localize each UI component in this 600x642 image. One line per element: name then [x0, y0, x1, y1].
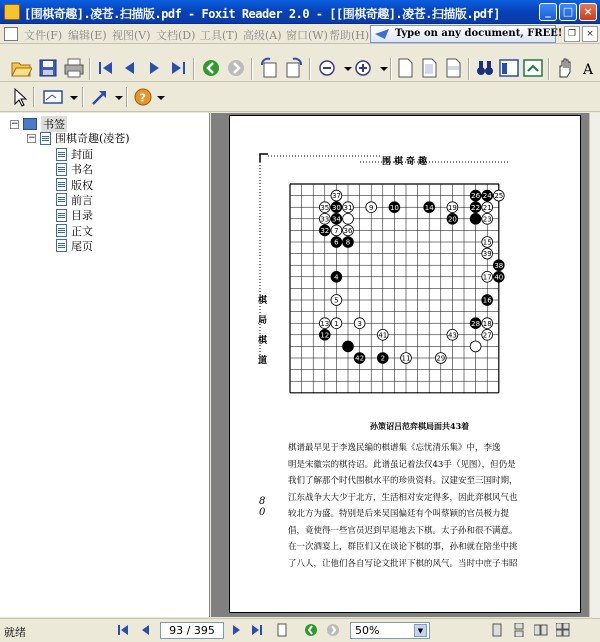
go-stone-number: 1: [334, 319, 339, 328]
go-stone: [470, 202, 481, 213]
go-stone: [470, 190, 481, 201]
go-stone: [482, 329, 493, 340]
status-previous-page-icon[interactable]: [138, 623, 152, 637]
go-stone-number: 6: [334, 238, 339, 247]
single-page-view-icon[interactable]: [498, 57, 520, 79]
go-stone-number: 7: [334, 227, 339, 235]
go-stone-number: 42: [355, 354, 365, 363]
actual-size-icon[interactable]: [394, 57, 416, 79]
go-stone-number: 10: [389, 203, 399, 212]
go-stone-number: 33: [320, 215, 330, 224]
text-select-icon[interactable]: [579, 57, 600, 79]
maximize-button[interactable]: □: [559, 3, 577, 21]
go-stone: [354, 353, 365, 364]
toolbar-separator: [126, 87, 128, 107]
go-stone: [319, 202, 330, 213]
menu-edit[interactable]: 编辑(E): [68, 29, 107, 42]
bookmark-item[interactable]: [56, 207, 93, 223]
menu-document[interactable]: 文档(D): [156, 29, 196, 42]
status-back-icon[interactable]: [304, 623, 318, 637]
go-stone-number: 30: [331, 203, 341, 212]
document-viewer[interactable]: [211, 113, 589, 617]
rotate-right-icon[interactable]: [283, 57, 305, 79]
go-stone: [470, 213, 481, 224]
go-stone-number: 29: [436, 354, 446, 363]
go-stone-number: 14: [424, 203, 434, 212]
close-document-icon[interactable]: ×: [582, 26, 598, 42]
go-stone-number: 40: [494, 273, 504, 282]
bookmark-item-label: 封面: [71, 148, 93, 161]
go-stone-number: 8: [345, 238, 351, 247]
bookmark-page-icon: [56, 178, 67, 191]
go-stone: [401, 353, 412, 364]
bookmark-item-label: 尾页: [71, 239, 93, 253]
go-stone: [493, 260, 504, 271]
snapshot-tool-icon[interactable]: [42, 86, 64, 108]
go-stone: [331, 318, 342, 329]
fit-page-icon[interactable]: [418, 57, 440, 79]
bookmark-page-icon: [56, 193, 67, 206]
go-stone: [493, 190, 504, 201]
bookmarks-root-label: 书签: [43, 118, 65, 131]
go-stone: [331, 225, 342, 236]
go-stone-number: 35: [320, 203, 330, 212]
go-stone: [343, 225, 354, 236]
toolbar-separator: [309, 58, 311, 80]
go-stone: [482, 237, 493, 248]
go-stone: [343, 202, 354, 213]
go-stone: [482, 213, 493, 224]
chevron-down-icon[interactable]: ▼: [414, 624, 427, 637]
go-stone-number: 4: [334, 273, 339, 282]
go-stone: [319, 318, 330, 329]
go-stone-number: 15: [482, 238, 492, 247]
go-stone: [482, 271, 493, 282]
zoom-level-value: 50%: [355, 624, 380, 637]
bookmark-page-icon: [56, 239, 67, 252]
go-stone-number: 38: [494, 261, 504, 270]
toolbar-separator: [251, 58, 253, 80]
status-next-page-icon[interactable]: [230, 623, 244, 637]
pdf-page: [229, 115, 581, 613]
body-text-line: 江东战争大大少于北方，生活相对安定得多，因此弈棋风气也: [288, 492, 518, 503]
go-stone-number: 41: [378, 331, 388, 340]
bookmark-page-icon: [56, 224, 67, 237]
toolbar-separator: [468, 58, 470, 80]
bookmarks-panel: [0, 113, 210, 617]
go-stone: [319, 213, 330, 224]
go-stone: [331, 271, 342, 282]
bookmark-page-icon: [56, 148, 67, 161]
previous-page-icon[interactable]: [119, 57, 141, 79]
last-page-icon[interactable]: [167, 57, 189, 79]
go-stone-number: 26: [471, 192, 481, 201]
go-stone: [482, 202, 493, 213]
go-stone-number: 16: [482, 296, 492, 305]
collapse-icon[interactable]: −: [28, 132, 36, 143]
menu-help[interactable]: 帮助(H): [329, 29, 370, 42]
bookmark-item-label: 目录: [71, 209, 93, 223]
status-continuous-facing-layout-icon[interactable]: [556, 623, 570, 637]
go-stone-number: 21: [482, 203, 492, 212]
rotate-left-icon[interactable]: [258, 57, 280, 79]
menu-window[interactable]: 窗口(W): [286, 29, 328, 42]
go-stone: [331, 202, 342, 213]
bookmark-book-label: 围棋奇趣(凌苍): [55, 132, 130, 145]
status-facing-layout-icon[interactable]: [534, 623, 548, 637]
print-icon[interactable]: [63, 57, 85, 79]
menu-file[interactable]: 文件(F): [24, 29, 63, 42]
go-stone-number: 28: [471, 319, 481, 328]
go-stone: [424, 202, 435, 213]
toolbar-separator: [82, 87, 84, 107]
go-stone: [435, 353, 446, 364]
menu-bar: [0, 24, 600, 44]
status-first-page-icon[interactable]: [116, 623, 130, 637]
body-text-line: 较北方为盛。特别是后来吴国偏廷有个叫蔡颖的官员极力提: [288, 509, 510, 519]
go-stone: [343, 213, 354, 224]
go-stone: [482, 190, 493, 201]
fit-width-icon[interactable]: [442, 57, 464, 79]
bookmark-item[interactable]: [56, 238, 93, 254]
collapse-icon[interactable]: −: [11, 118, 19, 129]
go-stone: [319, 225, 330, 236]
status-continuous-layout-icon[interactable]: [512, 623, 526, 637]
body-text-line: 棋谱最早见于李逸民编的棋谱集《忘忧清乐集》中，李逸: [288, 443, 501, 453]
go-stone-number: 19: [447, 203, 457, 212]
go-stone-number: 43: [447, 331, 457, 340]
hand-tool-icon[interactable]: [554, 57, 576, 79]
status-last-page-icon[interactable]: [250, 623, 264, 637]
bookmark-item[interactable]: [56, 177, 93, 193]
go-stone: [377, 329, 388, 340]
bookmark-item-label: 版权: [71, 178, 93, 192]
go-stone-number: 22: [471, 203, 481, 212]
go-stone-number: 32: [320, 227, 330, 235]
zoom-out-icon[interactable]: [316, 57, 338, 79]
page-number: 80: [259, 496, 266, 518]
go-stone: [331, 295, 342, 306]
bookmark-book[interactable]: [27, 130, 130, 146]
go-stone-number: 20: [447, 215, 457, 224]
go-stone-number: 18: [482, 319, 492, 328]
bookmark-item[interactable]: [56, 192, 93, 208]
diagram-caption: 孙策诏吕范弈棋局面共43着: [370, 421, 470, 431]
go-stone-number: 31: [343, 203, 353, 212]
go-stone-number: 36: [343, 227, 353, 235]
go-stone: [482, 318, 493, 329]
bookmark-page-icon: [56, 163, 67, 176]
bookmark-item[interactable]: [56, 146, 93, 162]
promo-banner[interactable]: [370, 25, 563, 43]
page-header: 围棋奇趣: [382, 157, 431, 167]
restore-document-icon[interactable]: ❐: [564, 26, 580, 42]
zoom-level-select[interactable]: [350, 622, 430, 639]
go-stone: [447, 202, 458, 213]
page-body-text: [288, 440, 538, 572]
go-stone-number: 37: [331, 192, 341, 201]
bookmark-item-label: 前言: [71, 193, 93, 207]
go-stone-number: 13: [320, 319, 330, 328]
svg-text:?: ?: [139, 91, 146, 105]
go-stone-number: 11: [401, 354, 411, 363]
go-stone: [447, 329, 458, 340]
select-arrow-icon[interactable]: [8, 86, 30, 108]
menu-view[interactable]: 视图(V): [112, 29, 151, 42]
page-side-title: 棋局棋道: [258, 296, 268, 366]
bookmark-root-icon: [23, 118, 37, 130]
status-bar: [0, 618, 600, 642]
go-stone-number: 27: [482, 331, 492, 340]
status-single-page-layout-icon[interactable]: [490, 623, 504, 637]
go-stone: [377, 353, 388, 364]
go-stone-number: 2: [380, 354, 386, 363]
minimize-button[interactable]: _: [539, 3, 557, 21]
go-stone-number: 25: [494, 192, 504, 201]
go-stone-number: 39: [482, 250, 492, 259]
main-toolbar: [0, 45, 600, 82]
bookmark-item-label: 正文: [71, 224, 93, 238]
go-stone: [493, 271, 504, 282]
bookmark-item[interactable]: [56, 161, 93, 177]
forward-icon[interactable]: [225, 57, 247, 79]
chevron-down-icon[interactable]: [150, 86, 172, 108]
open-folder-icon[interactable]: [10, 57, 32, 79]
menu-advanced[interactable]: 高级(A): [243, 29, 282, 42]
toolbar-separator: [548, 58, 550, 80]
go-stone-number: 34: [331, 215, 341, 224]
document-menu-icon[interactable]: [4, 27, 18, 41]
bookmark-page-icon: [56, 209, 67, 222]
page-number-input[interactable]: 93 / 395: [160, 622, 224, 639]
go-stone: [447, 213, 458, 224]
zoom-in-icon[interactable]: [352, 57, 374, 79]
back-icon[interactable]: [200, 57, 222, 79]
bookmark-item-label: 书名: [71, 163, 93, 177]
toolbar-separator: [33, 87, 35, 107]
go-stone: [470, 341, 481, 352]
go-stone: [354, 318, 365, 329]
toolbar-separator: [89, 58, 91, 80]
status-text: 就绪: [4, 626, 26, 639]
save-icon[interactable]: [37, 57, 59, 79]
go-stone: [470, 318, 481, 329]
window-title: [围棋奇趣].凌苍.扫描版.pdf - Foxit Reader 2.0 - [[围棋奇趣].凌苍.扫描版.pdf]: [24, 7, 500, 21]
paper-plane-icon: [375, 29, 389, 39]
go-stone: [343, 341, 354, 352]
go-stone: [482, 295, 493, 306]
toolbar-separator: [193, 58, 195, 80]
go-stone-number: 5: [334, 296, 339, 305]
body-text-line: 在一次酒宴上，群臣们又在谈论下棋的事，孙和就在陪坐中挑: [288, 542, 518, 552]
secondary-toolbar: [0, 83, 600, 112]
bookmark-page-icon: [40, 132, 51, 145]
next-page-icon[interactable]: [143, 57, 165, 79]
menu-tools[interactable]: 工具(T): [200, 29, 238, 42]
svg-text:A: A: [583, 62, 594, 78]
go-stone: [343, 237, 354, 248]
toolbar-separator: [390, 58, 392, 80]
body-text-line: 明是宋徽宗的棋待诏。此谱虽记着法仅43手（见图），但仍是: [288, 459, 516, 470]
go-stone: [366, 202, 377, 213]
promo-banner-text: Type on any document, FREE!: [395, 28, 563, 39]
status-single-page-icon[interactable]: [275, 623, 289, 637]
body-text-line: 倡，竟使得一些官员迟到早退地去下棋。太子孙和很不满意。: [288, 525, 518, 536]
go-stone: [319, 329, 330, 340]
bookmark-item[interactable]: [56, 223, 93, 239]
vertical-scrollbar[interactable]: [589, 113, 600, 617]
status-forward-icon[interactable]: [326, 623, 340, 637]
title-bar: [0, 0, 600, 24]
go-stone: [331, 213, 342, 224]
close-button[interactable]: ×: [579, 3, 597, 21]
first-page-icon[interactable]: [95, 57, 117, 79]
body-text-line: 我们了解那个时代围棋水平的珍贵资料。汉建安至三国时期，: [288, 476, 518, 486]
go-stone-number: 23: [482, 215, 492, 224]
go-stone-number: 17: [482, 273, 492, 282]
go-stone: [389, 202, 400, 213]
find-binoculars-icon[interactable]: [474, 57, 496, 79]
go-stone-number: 12: [320, 331, 330, 340]
continuous-view-icon[interactable]: [522, 57, 544, 79]
go-stone: [482, 248, 493, 259]
go-stone-number: 9: [368, 203, 374, 212]
go-stone-number: 3: [357, 319, 362, 328]
foxit-app-icon: [4, 4, 20, 20]
go-stone: [331, 190, 342, 201]
go-stone: [331, 237, 342, 248]
go-stone-number: 24: [482, 192, 492, 201]
body-text-line: 了八人，让他们各自写论文批评下棋的风气。当时中庶子韦昭: [288, 558, 518, 569]
